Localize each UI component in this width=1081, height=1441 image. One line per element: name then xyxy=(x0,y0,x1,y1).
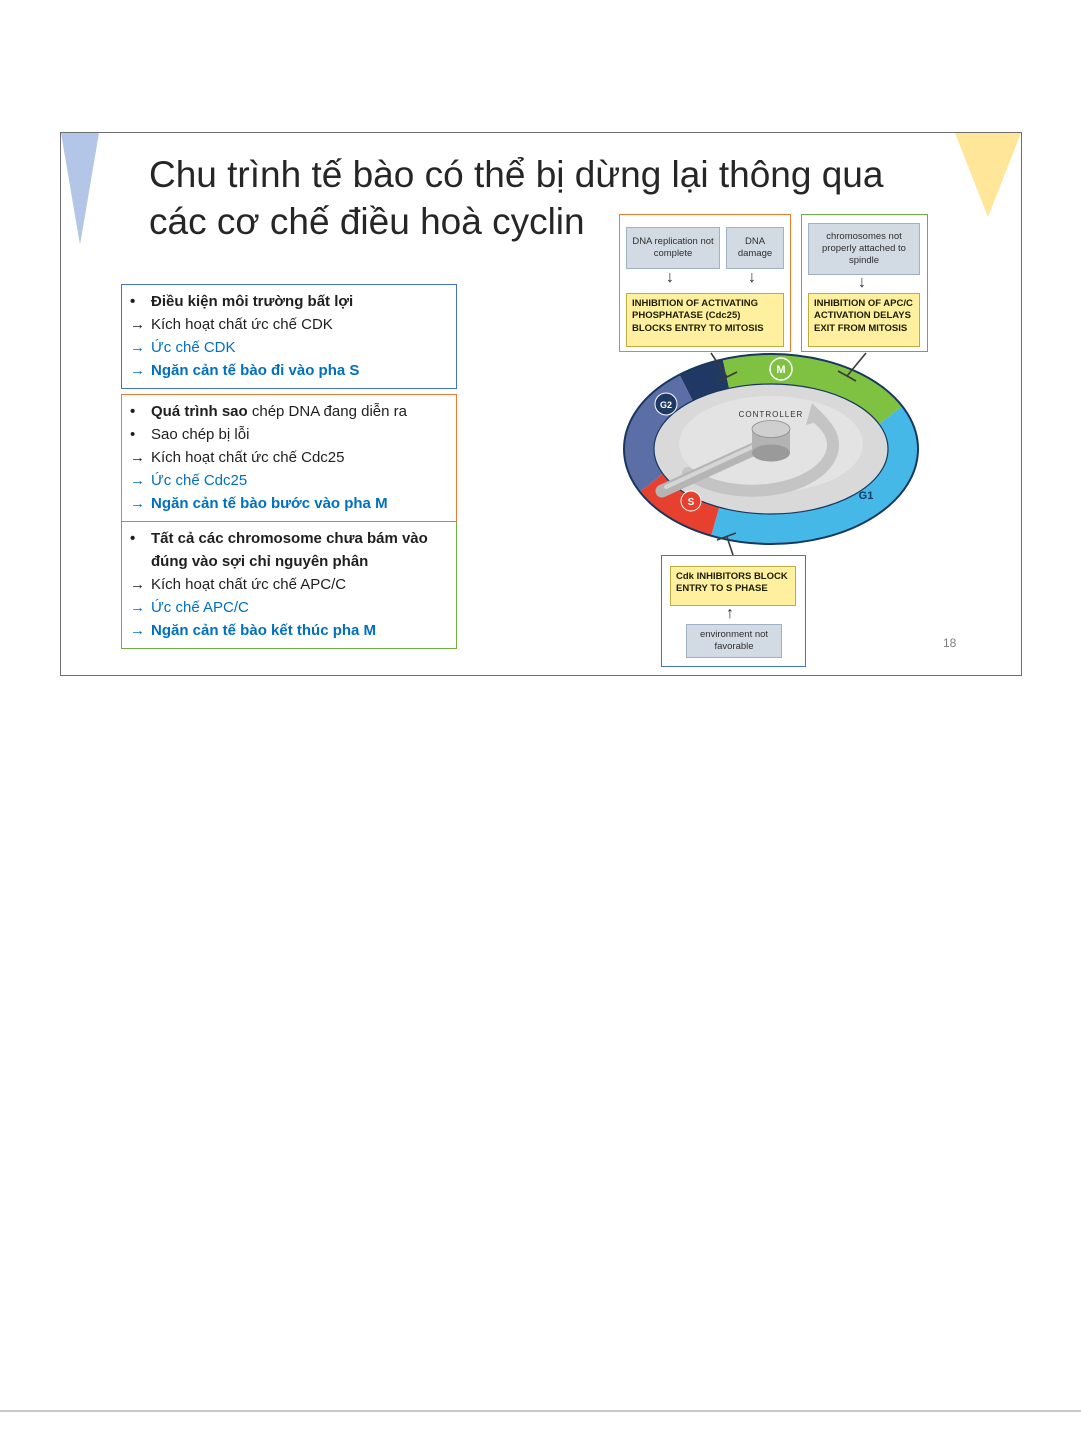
list-item-text: Sao chép bị lỗi xyxy=(151,426,250,443)
controller-cylinder-bottom xyxy=(752,445,790,462)
list-item xyxy=(130,492,448,515)
phase-g2-label: G2 xyxy=(659,400,673,410)
controller-label: CONTROLLER xyxy=(738,410,804,419)
list-item-text: Tất cả các chromosome chưa bám vào đúng vào sợi chỉ nguyên phân xyxy=(151,530,428,570)
cause-box-environment: environment not favorable xyxy=(686,624,782,658)
bullet-icon: • xyxy=(130,403,136,420)
bullet-icon: • xyxy=(130,530,136,547)
list-item-text: Kích hoạt chất ức chế CDK xyxy=(151,316,333,333)
down-arrow-icon: ↓ xyxy=(858,274,866,291)
list-item-text: Ngăn cản tế bào bước vào pha M xyxy=(151,495,388,512)
list-item xyxy=(130,469,448,492)
list-item xyxy=(130,336,448,359)
list-item-text-rest: chép DNA đang diễn ra xyxy=(247,403,407,420)
list-item xyxy=(130,527,448,573)
slide-title-line2: các cơ chế điều hoà cyclin xyxy=(149,201,585,242)
list-item xyxy=(130,423,448,446)
arrow-right-icon: → xyxy=(130,576,145,593)
list-item-text-bold: Quá trình sao xyxy=(151,403,248,420)
effect-box-s-entry: Cdk INHIBITORS BLOCK ENTRY TO S PHASE xyxy=(670,566,796,606)
cause-box-dna-replication: DNA replication not complete xyxy=(626,227,720,269)
slide-canvas xyxy=(60,132,1022,676)
list-item-text: Ức chế Cdc25 xyxy=(151,472,248,489)
phase-m-label: M xyxy=(776,364,786,376)
info-box-chromosome-attachment xyxy=(121,521,457,649)
list-item-text: Ức chế CDK xyxy=(151,339,236,356)
list-item xyxy=(130,359,448,382)
bullet-icon: • xyxy=(130,293,136,310)
list-item-text: Kích hoạt chất ức chế APC/C xyxy=(151,576,347,593)
slide-title-line1: Chu trình tế bào có thể bị dừng lại thông qua xyxy=(149,154,884,195)
decorative-corner-left-shape xyxy=(61,133,99,245)
down-arrow-icon: ↓ xyxy=(748,269,756,286)
list-item-text: Điều kiện môi trường bất lợi xyxy=(151,293,354,310)
arrow-right-icon: → xyxy=(130,622,145,639)
list-item xyxy=(130,446,448,469)
page-number: 18 xyxy=(943,636,957,650)
arrow-right-icon: → xyxy=(130,339,145,356)
list-item-text xyxy=(151,400,448,423)
list-item-text: Kích hoạt chất ức chế Cdc25 xyxy=(151,449,345,466)
page-divider xyxy=(0,1410,1081,1412)
s-entry-checkpoint-group xyxy=(661,555,806,667)
arrow-right-icon: → xyxy=(130,472,145,489)
effect-box-mitosis-entry: INHIBITION OF ACTIVATING PHOSPHATASE (Cdc25) BLOCKS ENTRY TO MITOSIS xyxy=(626,293,784,347)
arrow-right-icon: → xyxy=(130,362,145,379)
list-item-text: Ngăn cản tế bào kết thúc pha M xyxy=(151,622,377,639)
phase-s-label: S xyxy=(687,497,695,508)
arrow-right-icon: → xyxy=(130,449,145,466)
list-item-text: Ức chế APC/C xyxy=(151,599,249,616)
bullet-icon: • xyxy=(130,426,136,443)
checkpoint-diagram xyxy=(616,211,936,671)
list-item xyxy=(130,596,448,619)
arrow-right-icon: → xyxy=(130,316,145,333)
list-item xyxy=(130,573,448,596)
arrow-right-icon: → xyxy=(130,495,145,512)
info-box-environment xyxy=(121,284,457,389)
effect-box-mitosis-exit: INHIBITION OF APC/C ACTIVATION DELAYS EXIT FROM MITOSIS xyxy=(808,293,920,347)
list-item xyxy=(130,400,448,423)
up-arrow-icon: ↑ xyxy=(726,605,734,622)
down-arrow-icon: ↓ xyxy=(666,269,674,286)
list-item xyxy=(130,313,448,336)
phase-g1-label: G1 xyxy=(858,490,874,502)
list-item xyxy=(130,290,448,313)
cause-box-chromosomes: chromosomes not properly attached to spindle xyxy=(808,223,920,275)
list-item-text: Ngăn cản tế bào đi vào pha S xyxy=(151,362,360,379)
list-item xyxy=(130,619,448,642)
arrow-right-icon: → xyxy=(130,599,145,616)
mitosis-exit-checkpoint-group xyxy=(801,214,928,352)
cause-box-dna-damage: DNA damage xyxy=(726,227,784,269)
controller-cylinder-top xyxy=(752,421,790,438)
info-box-dna-replication xyxy=(121,394,457,522)
mitosis-entry-checkpoint-group xyxy=(619,214,791,352)
